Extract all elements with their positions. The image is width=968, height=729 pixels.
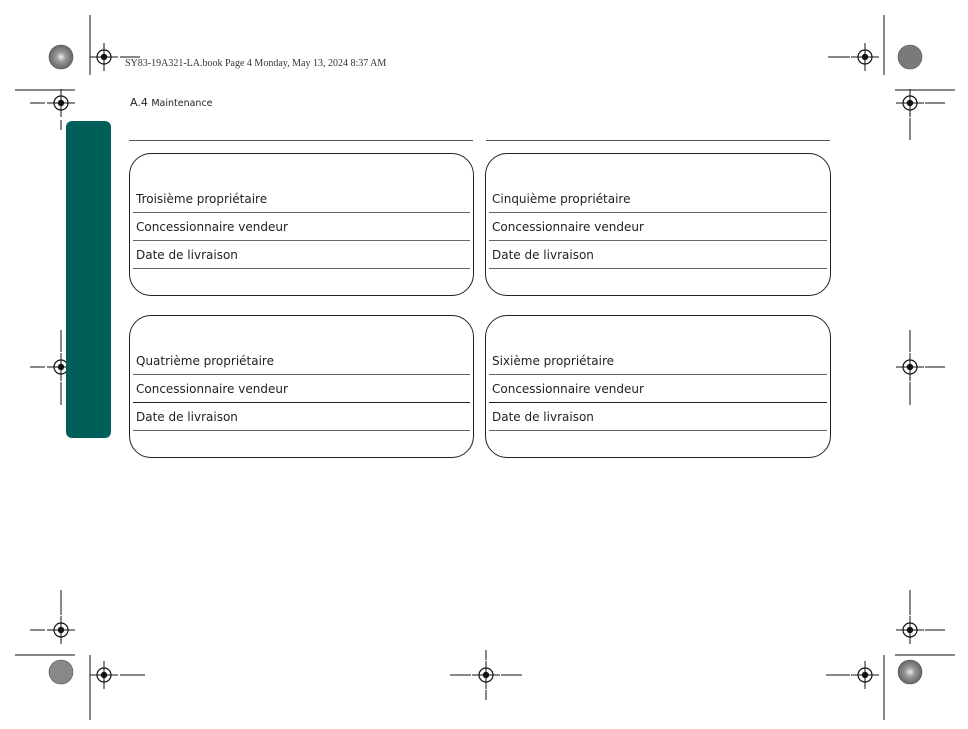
owner-field-label: Sixième propriétaire: [489, 347, 827, 375]
registration-mark-icon: [47, 89, 75, 117]
owner-card: [129, 153, 474, 296]
header-rule-left: [129, 140, 473, 141]
section-number: A.4: [130, 96, 148, 109]
delivery-date-field-label: Date de livraison: [489, 403, 827, 431]
registration-mark-icon: [896, 616, 924, 644]
registration-mark-icon: [90, 661, 118, 689]
owner-card: [485, 315, 831, 458]
color-target-top-left-icon: [49, 45, 73, 69]
color-target-bottom-left-icon: [49, 660, 73, 684]
delivery-date-field-label: Date de livraison: [133, 241, 470, 269]
header-rule-right: [486, 140, 830, 141]
delivery-date-field-label: Date de livraison: [133, 403, 470, 431]
print-slug-line: SY83-19A321-LA.book Page 4 Monday, May 13, 2024 8:37 AM: [125, 58, 387, 69]
dealer-field-label: Concessionnaire vendeur: [489, 375, 827, 403]
color-target-top-right-icon: [898, 45, 922, 69]
owner-card: [129, 315, 474, 458]
owner-field-label: Quatrième propriétaire: [133, 347, 470, 375]
registration-mark-icon: [896, 89, 924, 117]
registration-mark-icon: [472, 661, 500, 689]
owner-field-label: Troisième propriétaire: [133, 185, 470, 213]
registration-mark-icon: [90, 43, 118, 71]
delivery-date-field-label: Date de livraison: [489, 241, 827, 269]
section-title: Maintenance: [151, 98, 213, 109]
registration-mark-icon: [851, 661, 879, 689]
color-target-bottom-right-icon: [898, 660, 922, 684]
registration-mark-icon: [47, 616, 75, 644]
registration-mark-icon: [896, 353, 924, 381]
owner-field-label: Cinquième propriétaire: [489, 185, 827, 213]
side-color-tab: [66, 121, 111, 438]
registration-mark-icon: [851, 43, 879, 71]
dealer-field-label: Concessionnaire vendeur: [489, 213, 827, 241]
owner-card: [485, 153, 831, 296]
dealer-field-label: Concessionnaire vendeur: [133, 213, 470, 241]
section-heading: [130, 96, 213, 109]
dealer-field-label: Concessionnaire vendeur: [133, 375, 470, 403]
